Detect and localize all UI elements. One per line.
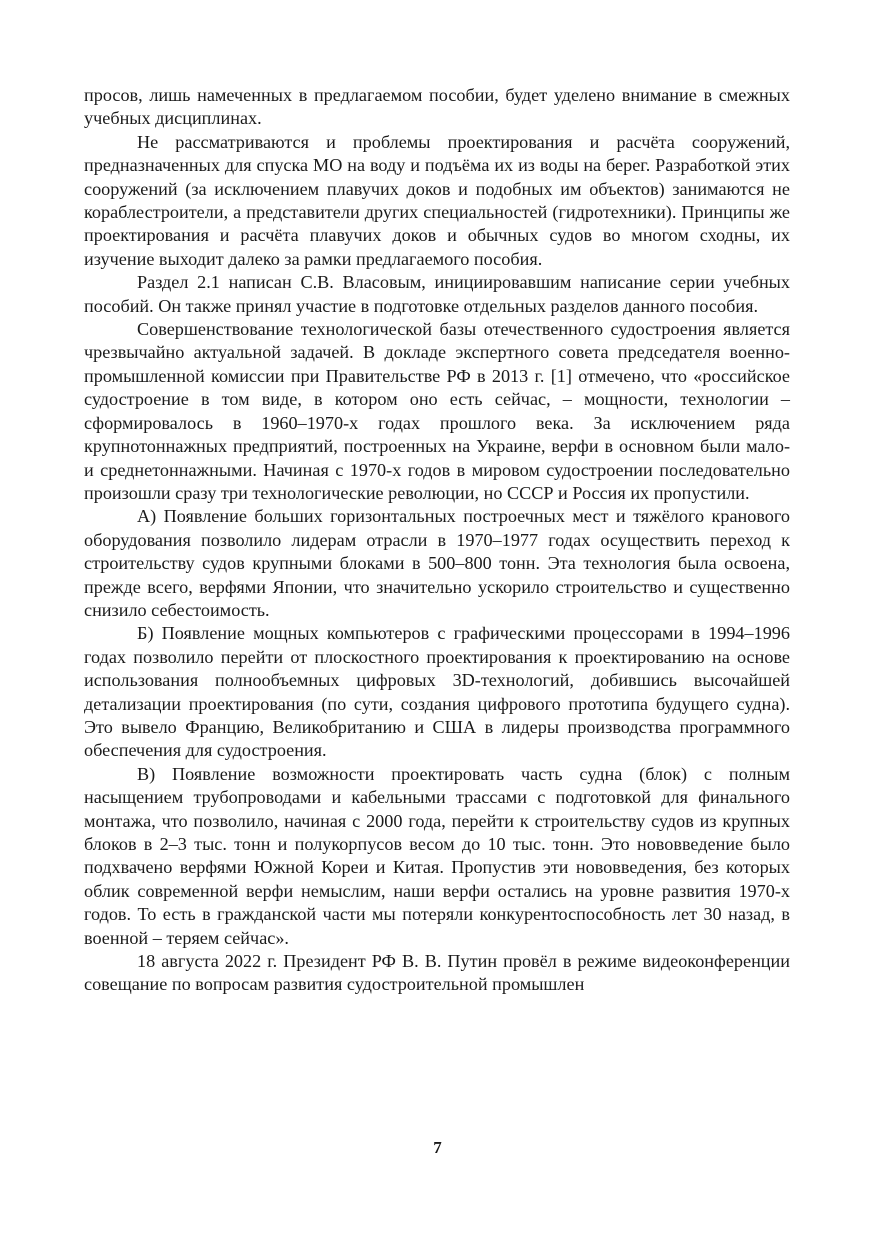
paragraph-putin-meeting: 18 августа 2022 г. Президент РФ В. В. Путин провёл в режиме видеоконференции совещание по вопросам развития судостроительной промышлен — [84, 951, 790, 995]
paragraph-continuation: просов, лишь намеченных в предлагаемом пособии, будет уделено внимание в смежных учебных дисциплинах. — [84, 85, 790, 129]
paragraph-technology-base: Совершенствование технологической базы отечественного судостроения является чрезвычайно актуальной задачей. В докладе экспертного совета председателя военно-промышленной комиссии при Правительстве РФ в 2013 г. [1] отмечено, что «российское судостроение в том виде, в котором оно есть сейчас, – мощности, технологии – сформировалось в 1960–1970-х годах прошлого века. За исключением ряда крупнотоннажных предприятий, построенных на Украине, верфи в основном были мало- и среднетоннажными. Начиная с 1970-х годов в мировом судостроении последовательно произошли сразу три технологические революции, но СССР и Россия их пропустили. — [84, 319, 790, 503]
paragraph-revolution-c: В) Появление возможности проектировать часть судна (блок) с полным насыщением трубопроводами и кабельными трассами с подготовкой для финального монтажа, что позволило, начиная с 2000 года, перейти к строительству судов из крупных блоков в 2–3 тыс. тонн и полукорпусов весом до 10 тыс. тонн. Это нововведение было подхвачено верфями Южной Кореи и Китая. Пропустив эти нововведения, без которых облик современной верфи немыслим, наши верфи остались на уровне развития 1970-х годов. То есть в гражданской части мы потеряли конкурентоспособность лет 30 назад, в военной – теряем сейчас». — [84, 763, 790, 948]
page-body — [84, 84, 790, 997]
paragraph-launch-structures: Не рассматриваются и проблемы проектирования и расчёта сооружений, предназначенных для спуска МО на воду и подъёма их из воды на берег. Разработкой этих сооружений (за исключением плавучих доков и подобных им объектов) занимаются не кораблестроители, а представители других специальностей (гидротехники). Принципы же проектирования и расчёта плавучих доков и обычных судов во многом сходны, их изучение выходит далеко за рамки предлагаемого пособия. — [84, 131, 790, 269]
paragraph-revolution-b: Б) Появление мощных компьютеров с графическими процессорами в 1994–1996 годах позволило перейти от плоскостного проектирования к проектированию на основе использования полнообъемных цифровых 3D-технологий, добившись высочайшей детализации проектирования (по сути, создания цифрового прототипа будущего судна). Это вывело Францию, Великобританию и США в лидеры производства программного обеспечения для судостроения. — [84, 623, 790, 761]
page-number: 7 — [433, 1138, 442, 1157]
paragraph-authorship: Раздел 2.1 написан С.В. Власовым, инициировавшим написание серии учебных пособий. Он также принял участие в подготовке отдельных разделов данного пособия. — [84, 272, 790, 316]
paragraph-revolution-a: А) Появление больших горизонтальных построечных мест и тяжёлого кранового оборудования позволило лидерам отрасли в 1970–1977 годах осуществить переход к строительству судов крупными блоками в 500–800 тонн. Эта технология была освоена, прежде всего, верфями Японии, что значительно ускорило строительство и существенно снизило себестоимость. — [84, 506, 790, 620]
